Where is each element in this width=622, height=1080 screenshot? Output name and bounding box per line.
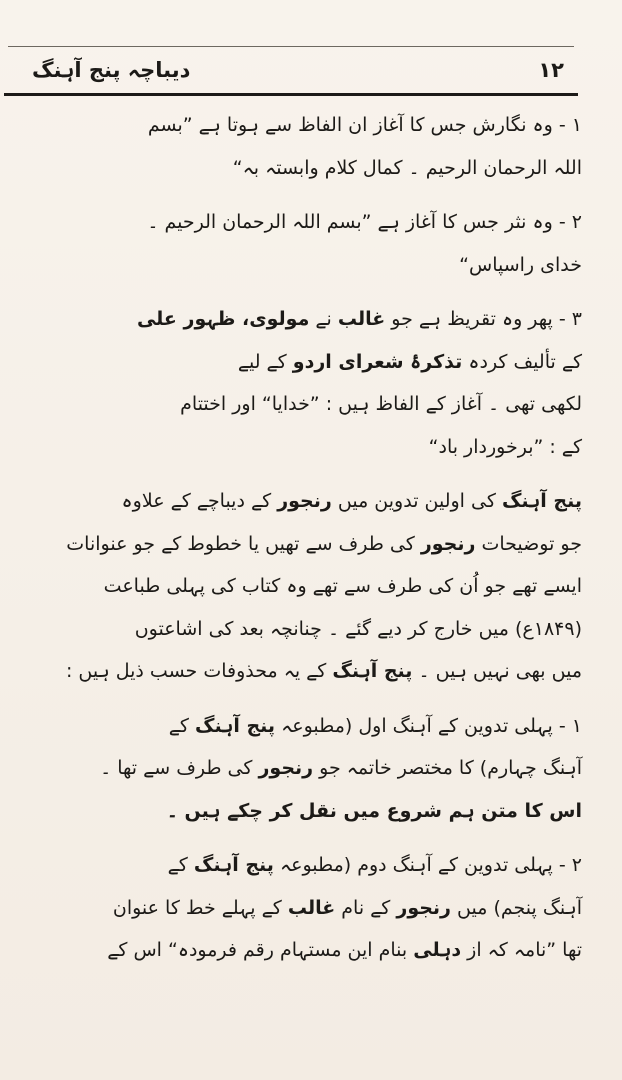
name-ranjoor: رنجور xyxy=(258,757,314,779)
name-ranjoor: رنجور xyxy=(396,896,451,919)
book-title-panj-ahang: پنج آہنگ xyxy=(193,854,274,876)
list-item-3 xyxy=(18,298,582,468)
text-span: جو توضیحات xyxy=(481,532,582,555)
text-span: پہلی تدوین کے آہنگ دوم (مطبوعہ xyxy=(279,854,553,876)
list-item-1 xyxy=(18,104,582,189)
text-line: کے : ”برخوردار باد“ xyxy=(428,435,582,458)
text-span: پھر وہ تقریظ ہے جو xyxy=(391,308,553,330)
text-span: آہنگ پنجم) میں xyxy=(457,896,582,919)
name-ghalib: غالب xyxy=(337,308,386,330)
omission-item-1 xyxy=(18,705,582,833)
book-title-panj-ahang: پنج آہنگ xyxy=(195,714,276,737)
main-paragraph xyxy=(18,480,582,693)
text-span: کے تألیف کردہ xyxy=(468,350,582,373)
item-number: ۲ - xyxy=(558,854,582,876)
header-title: دیباچہ پنج آہنگ xyxy=(32,58,191,82)
running-header xyxy=(10,56,576,90)
page-number: ۱۲ xyxy=(538,58,564,82)
name-ranjoor: رنجور xyxy=(277,490,332,512)
header-rule xyxy=(4,93,578,96)
name-ghalib: غالب xyxy=(287,896,336,919)
place-dehli: دہلی xyxy=(413,939,462,961)
text-line: خدای راسپاس“ xyxy=(459,253,582,276)
text-line: وہ نثر جس کا آغاز ہے ”بسم اللہ الرحمان الرحیم ۔ xyxy=(147,211,553,233)
item-number: ۳ - xyxy=(558,308,582,330)
text-span: کے پہلے خط کا عنوان xyxy=(112,896,282,919)
text-line: لکھی تھی ۔ آغاز کے الفاظ ہیں : ”خدایا“ اور اختتام xyxy=(180,393,582,415)
item-number: ۱ - xyxy=(558,114,582,136)
text-span: کی طرف سے تھیں یا خطوط کے جو عنوانات xyxy=(66,532,415,555)
text-span: آہنگ چہارم) کا مختصر خاتمہ جو xyxy=(319,757,582,779)
text-line: اللہ الرحمان الرحیم ۔ کمال کلام وابستہ بہ“ xyxy=(232,156,582,179)
list-item-2 xyxy=(18,201,582,286)
text-line-bold: اس کا متن ہم شروع میں نقل کر چکے ہیں ۔ xyxy=(166,799,582,822)
text-span: کے دیباچے کے علاوہ xyxy=(121,490,272,512)
text-span: کے xyxy=(168,714,189,737)
text-span: تھا ”نامہ کہ از xyxy=(467,939,582,961)
item-number: ۱ - xyxy=(558,714,582,737)
book-title-tazkira: تذکرۂ شعرای اردو xyxy=(292,350,463,373)
text-span: نے xyxy=(315,308,332,330)
text-span: کے یہ محذوفات حسب ذیل ہیں : xyxy=(65,660,327,682)
text-span: کے نام xyxy=(341,896,391,919)
text-span: پہلی تدوین کے آہنگ اول (مطبوعہ xyxy=(281,714,553,737)
body-text xyxy=(18,104,582,972)
text-span: کے لیے xyxy=(237,350,287,373)
text-span: کے xyxy=(167,854,188,876)
item-number: ۲ - xyxy=(558,211,582,233)
text-span: میں بھی نہیں ہیں ۔ xyxy=(418,660,582,682)
book-title-panj-ahang: پنج آہنگ xyxy=(332,660,413,682)
text-span: کی طرف سے تھا ۔ xyxy=(100,757,253,779)
omission-item-2 xyxy=(18,844,582,972)
text-span: کی اولین تدوین میں xyxy=(337,490,496,512)
text-line: (۱۸۴۹ع) میں خارج کر دیے گئے ۔ چنانچہ بعد کی اشاعتوں xyxy=(134,617,582,640)
name-ranjoor: رنجور xyxy=(420,532,476,555)
book-title-panj-ahang: پنج آہنگ xyxy=(501,490,582,512)
name-maulvi-zahoor-ali: مولوی، ظہور علی xyxy=(136,308,310,330)
top-edge-rule xyxy=(8,46,574,47)
text-line: وہ نگارش جس کا آغاز ان الفاظ سے ہوتا ہے ”بسم xyxy=(147,114,553,136)
text-line: ایسے تھے جو اُن کی طرف سے تھے وہ کتاب کی پہلی طباعت xyxy=(103,575,582,597)
text-span: بنام این مستہام رقم فرمودہ“ اس کے xyxy=(107,939,408,961)
